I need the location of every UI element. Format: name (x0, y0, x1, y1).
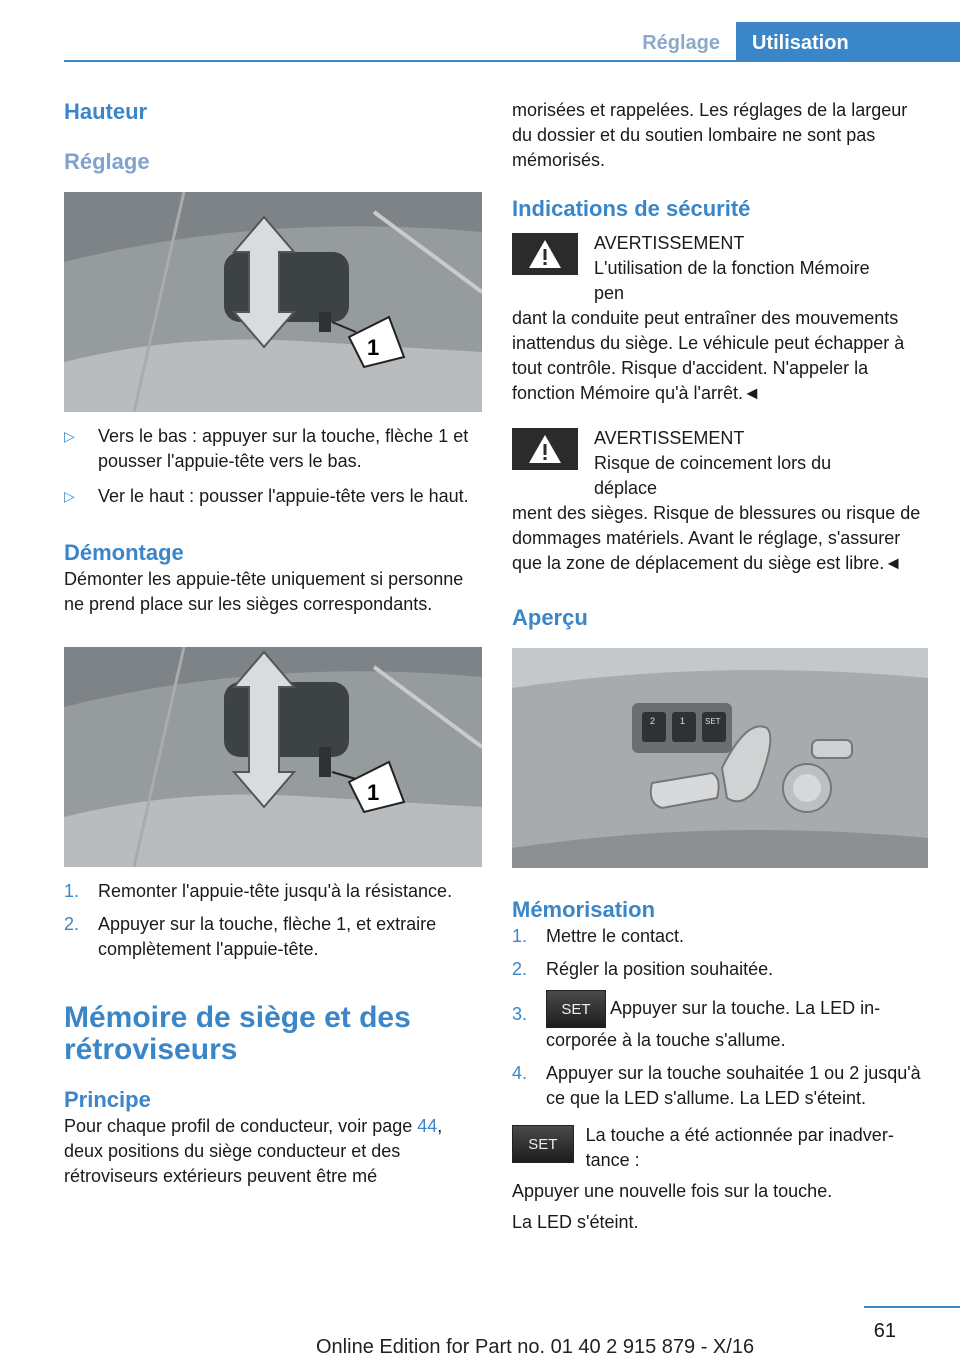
warning-triangle-icon (512, 233, 578, 275)
edition-footer: Online Edition for Part no. 01 40 2 915 879 - X/16 (316, 1336, 755, 1358)
warning-1 (512, 231, 928, 406)
right-column (512, 98, 928, 1235)
paragraph-demontage: Démonter les appuie-tête uniquement si personne ne prend place sur les sièges correspondants. (64, 569, 464, 614)
warning-title: AVERTISSEMENT (594, 428, 745, 448)
remove-steps-list (64, 879, 482, 962)
warning-title: AVERTISSEMENT (594, 233, 745, 253)
paragraph-principe: Pour chaque profil de conducteur, voir page 44, deux positions du siège conducteur et des rétroviseurs extérieurs peuvent être mé (64, 1116, 443, 1186)
figure-callout-1: 1 (367, 335, 380, 360)
heading-securite: Indications de sécurité (512, 196, 751, 221)
step-number: 2. (64, 914, 80, 934)
set-button-icon: SET (512, 1125, 574, 1163)
warning-text: ment des sièges. Risque de blessures ou risque de dommages matériels. Avant le réglage, s'assurer que la zone de déplacement du siège est libre.◄ (512, 503, 921, 573)
triangle-bullet-icon: ▷ (64, 488, 75, 504)
list-item (512, 1061, 928, 1111)
warning-text: Risque de coincement lors du déplace (594, 453, 832, 498)
step-text: SET Appuyer sur la touche. La LED incorporée à la touche s'allume. (546, 990, 928, 1053)
figure-callout-1: 1 (367, 780, 380, 805)
list-item-text: Vers le bas : appuyer sur la touche, flèche 1 et pousser l'appuie-tête vers le bas. (98, 426, 469, 471)
page-link[interactable]: 44 (417, 1116, 438, 1136)
list-item (64, 912, 482, 962)
warning-triangle-icon (512, 428, 578, 470)
heading-apercu: Aperçu (512, 605, 588, 630)
list-item (512, 924, 928, 949)
set-button-label: SET (705, 717, 721, 726)
adjust-list (64, 424, 482, 509)
section-tab[interactable]: Réglage (642, 32, 720, 54)
heading-reglage: Réglage (64, 149, 150, 174)
memorisation-steps-list (512, 924, 928, 1111)
warning-2 (512, 426, 928, 576)
headrest-illustration (64, 192, 482, 412)
active-tab[interactable]: Utilisation (736, 22, 960, 62)
heading-hauteur: Hauteur (64, 99, 148, 124)
list-item-text: Ver le haut : pousser l'appuie-tête vers le haut. (98, 486, 469, 506)
step-text: Appuyer sur la touche souhaitée 1 ou 2 jusqu'à ce que la LED s'allume. La LED s'éteint. (546, 1063, 921, 1108)
list-item (64, 879, 482, 904)
memory-button-2-label: 2 (650, 716, 656, 726)
list-item (512, 990, 928, 1053)
step-number: 2. (512, 959, 528, 979)
seat-controls-illustration (512, 648, 928, 868)
heading-memorisation: Mémorisation (512, 897, 656, 922)
step-text: Appuyer sur la touche, flèche 1, et extraire complètement l'appuie-tête. (98, 914, 437, 959)
seat-controls-figure (512, 648, 928, 868)
inadvertent-note (512, 1123, 928, 1173)
left-column (64, 98, 482, 1189)
memory-button-1-label: 1 (680, 716, 686, 726)
heading-memoire: Mémoire de siège et des rétroviseurs (64, 1001, 411, 1066)
headrest-illustration (64, 647, 482, 867)
headrest-adjust-figure (64, 192, 482, 412)
set-button-icon: SET (546, 990, 606, 1028)
triangle-bullet-icon: ▷ (64, 428, 75, 444)
step-number: 3. (512, 1004, 528, 1024)
heading-demontage: Démontage (64, 540, 184, 565)
step-number: 4. (512, 1063, 528, 1083)
step-text: Remonter l'appuie-tête jusqu'à la résistance. (98, 881, 453, 901)
warning-text: dant la conduite peut entraîner des mouvements inattendus du siège. Le véhicule peut échapper à tout contrôle. Risque d'accident. N'appeler la fonction Mémoire qu'à l'arrêt.◄ (512, 308, 905, 403)
header-rule (64, 60, 960, 62)
page-header (0, 22, 960, 62)
headrest-remove-figure (64, 647, 482, 867)
paragraph-again: Appuyer une nouvelle fois sur la touche. (512, 1181, 833, 1201)
warning-text: L'utilisation de la fonction Mémoire pen (594, 258, 870, 303)
step-text: Mettre le contact. (546, 926, 685, 946)
step-text: Régler la position souhaitée. (546, 959, 774, 979)
paragraph-led: La LED s'éteint. (512, 1212, 639, 1232)
page-number: 61 (873, 1320, 896, 1342)
list-item (64, 484, 482, 509)
list-item (512, 957, 928, 982)
step-number: 1. (64, 881, 80, 901)
list-item (64, 424, 482, 474)
paragraph-continued: morisées et rappelées. Les réglages de la largeur du dossier et du soutien lombaire ne sont pas mémorisés. (512, 100, 908, 170)
heading-principe: Principe (64, 1087, 151, 1112)
step-number: 1. (512, 926, 528, 946)
note-text: La touche a été actionnée par inadvertance : (585, 1125, 894, 1170)
footer-rule (864, 1306, 960, 1308)
